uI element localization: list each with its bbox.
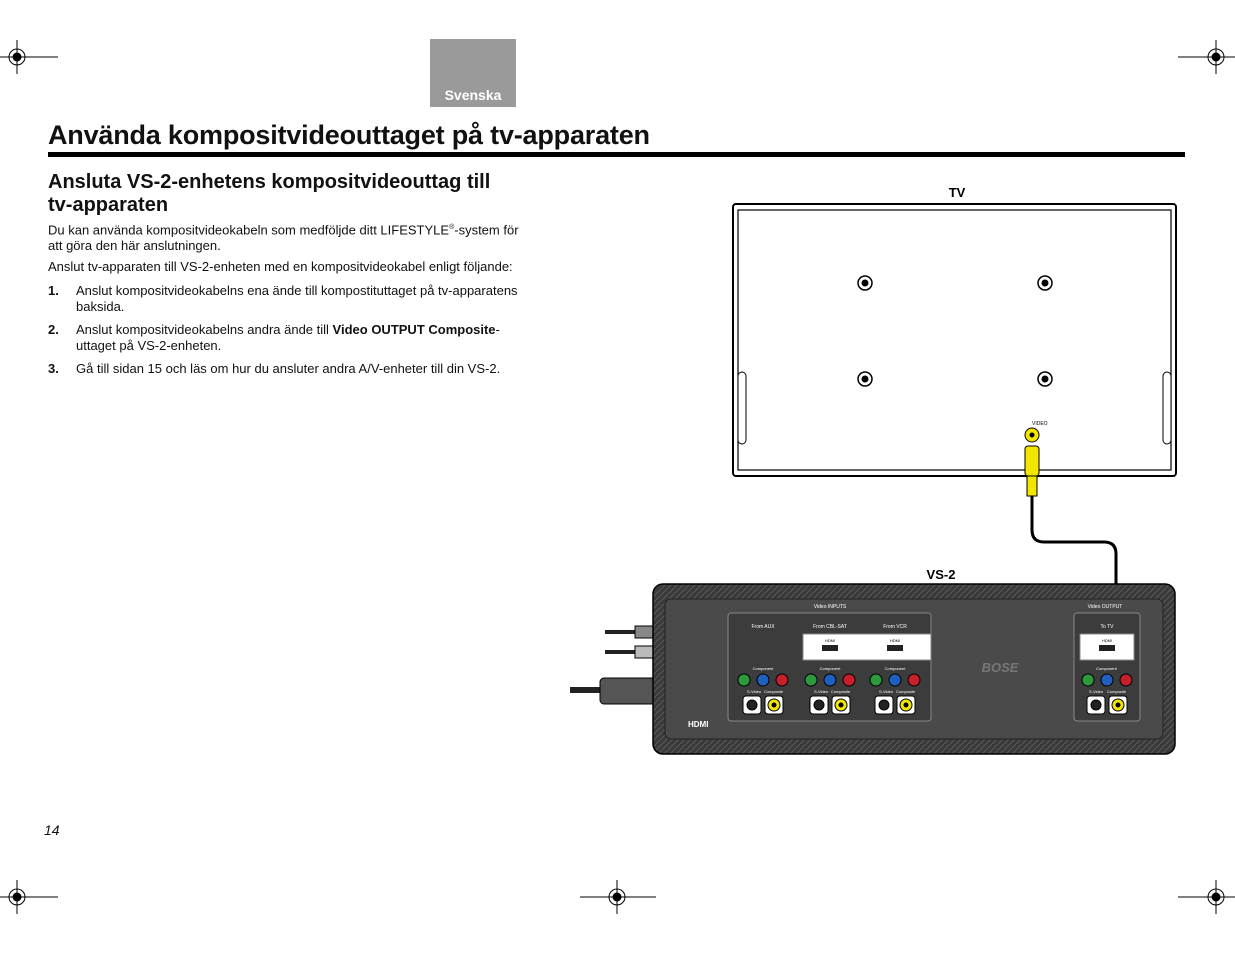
page-number: 14 (44, 822, 60, 838)
component-jack-icon (776, 674, 788, 686)
component-label: Component (819, 666, 841, 671)
step-number: 1. (48, 283, 59, 298)
video-output-label: Video OUTPUT (1087, 604, 1123, 610)
svideo-label: S-Video (1089, 689, 1104, 694)
from-cbl-sat-label: From CBL-SAT (813, 624, 847, 630)
composite-label: Composite (764, 689, 784, 694)
component-jack-icon (757, 674, 769, 686)
crop-mark-icon (580, 880, 656, 914)
hdmi-logo: HDMI (688, 720, 709, 729)
hdmi-port-icon (887, 645, 903, 651)
hdmi-port-label: HDMI (824, 638, 836, 643)
svideo-label: S-Video (747, 689, 762, 694)
component-jack-icon (1120, 674, 1132, 686)
step-bold-text: Video OUTPUT Composite (332, 322, 496, 337)
component-jack-icon (908, 674, 920, 686)
language-tab-label: Svenska (444, 87, 502, 103)
step-text: Anslut kompositvideokabelns ena ände till kompostituttaget på tv-apparatens (76, 283, 518, 298)
crop-mark-icon (0, 880, 58, 914)
composite-label: Composite (1107, 689, 1127, 694)
vs2-unit (653, 584, 1175, 754)
section-heading-line1: Ansluta VS-2-enhetens kompositvideouttag till (48, 171, 491, 193)
component-label: Component (884, 666, 906, 671)
step-text: - (495, 322, 500, 337)
tv-label: TV (948, 185, 966, 200)
svideo-label: S-Video (814, 689, 829, 694)
intro-text-c: att göra den här anslutningen. (48, 238, 221, 254)
hdmi-port-label: HDMI (889, 638, 901, 643)
component-label: Component (752, 666, 774, 671)
step-number: 3. (48, 361, 59, 376)
crop-mark-icon (1178, 880, 1235, 914)
svideo-label: S-Video (879, 689, 894, 694)
step-number: 2. (48, 322, 59, 337)
composite-label: Composite (896, 689, 916, 694)
step-text: Anslut kompositvideokabelns andra ände till (76, 322, 333, 337)
component-jack-icon (738, 674, 750, 686)
step-text: uttaget på VS-2-enheten. (76, 338, 222, 353)
connection-diagram (560, 180, 1190, 760)
vs2-label: VS-2 (926, 567, 956, 582)
registered-mark: ® (449, 224, 455, 231)
input-cables (570, 626, 657, 704)
component-jack-icon (870, 674, 882, 686)
bose-logo: BOSE (981, 660, 1019, 675)
component-label: Component (1096, 666, 1117, 671)
intro-text-a: Du kan använda kompositvideokabeln som medföljde ditt LIFESTYLE (48, 222, 450, 238)
component-jack-icon (1082, 674, 1094, 686)
component-jack-icon (1101, 674, 1113, 686)
from-aux-label: From AUX (751, 624, 775, 630)
component-jack-icon (843, 674, 855, 686)
tv-back-panel (733, 204, 1176, 476)
section-heading-line2: tv-apparaten (48, 194, 169, 216)
crop-mark-icon (0, 40, 58, 74)
component-jack-icon (889, 674, 901, 686)
hdmi-port-icon (1099, 645, 1115, 651)
page-title: Använda kompositvideouttaget på tv-apparaten (48, 120, 650, 150)
intro-text-b: -system för (454, 222, 519, 238)
composite-label: Composite (831, 689, 851, 694)
hdmi-port-label: HDMI (1101, 638, 1113, 643)
step-text: baksida. (76, 299, 125, 314)
step-text: Gå till sidan 15 och läs om hur du ansluter andra A/V-enheter till din VS-2. (76, 361, 501, 376)
to-tv-label: To TV (1100, 624, 1114, 630)
hdmi-port-icon (822, 645, 838, 651)
video-inputs-label: Video INPUTS (813, 604, 847, 610)
from-vcr-label: From VCR (883, 624, 907, 630)
component-jack-icon (805, 674, 817, 686)
component-jack-icon (824, 674, 836, 686)
crop-mark-icon (1178, 40, 1235, 74)
tv-video-jack-label: VIDEO (1032, 421, 1048, 427)
instruction-paragraph: Anslut tv-apparaten till VS-2-enheten med en kompositvideokabel enligt följande: (48, 259, 513, 274)
